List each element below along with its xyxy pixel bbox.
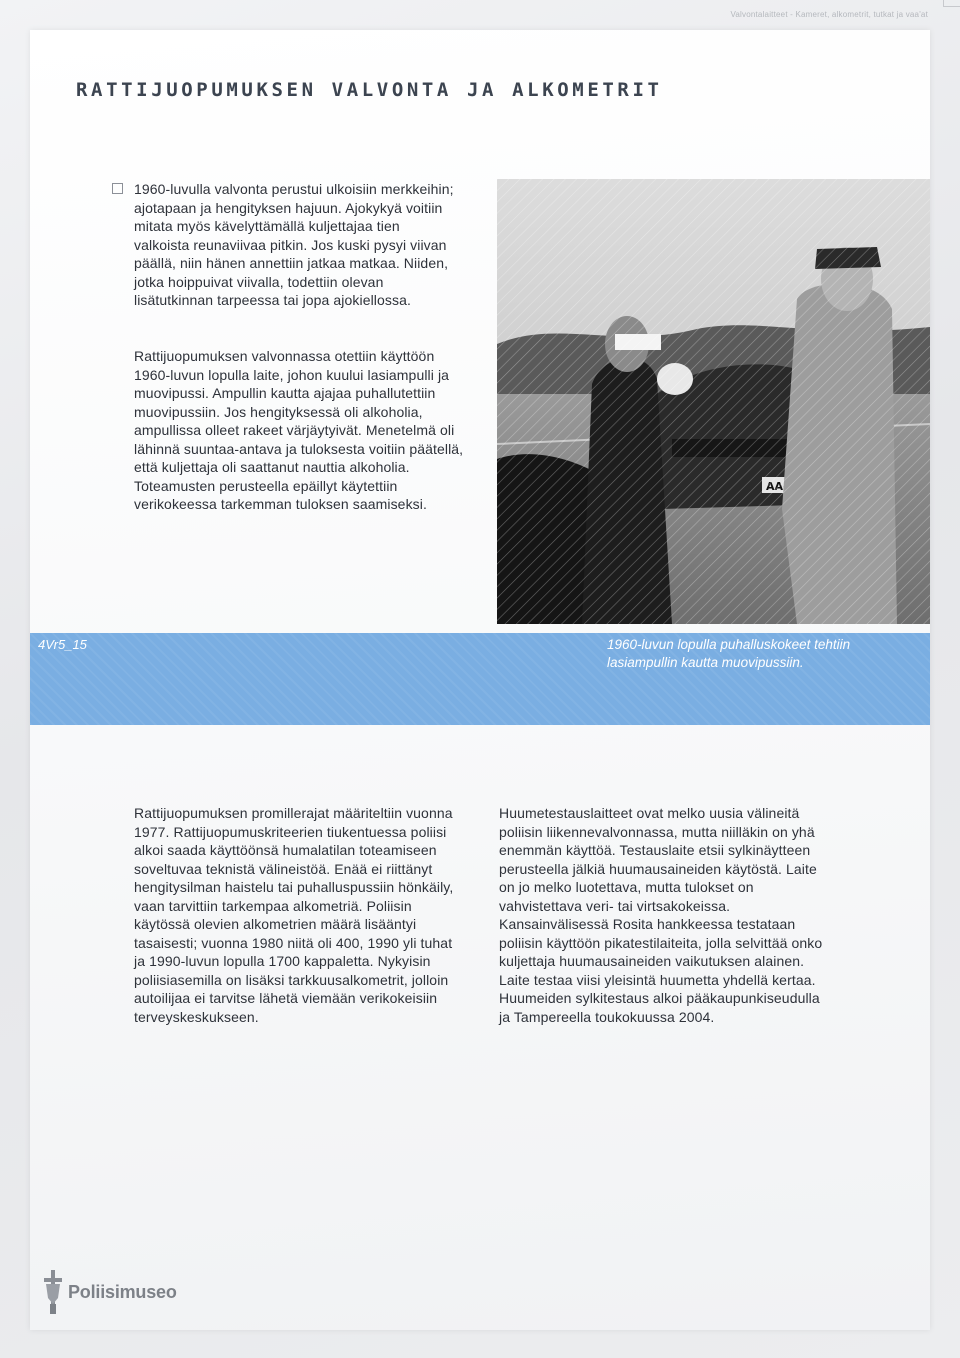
paragraph-huume: Huumetestauslaitteet ovat melko uusia välineitä poliisin liikennevalvonnassa, mutta niilläkin on yhä enemmän käyttöä. Testauslaite etsii sylkinäytteen perusteella jälkiä huumausaineiden käytöstä. Laite on jo melko luotettava, mutta tulokset on vahvistettava veri- tai virtsakokeissa. Kansainvälisessä Rosita hankkeessa testataan poliisin käyttöön pikatestilaiteita, jolla selvittää onko kuljettaja huumausaineiden vaikutuksen alainen. Laite testaa viisi yleisintä huumetta yhdellä kertaa. Huumeiden sylkitestaus alkoi pääkaupunkiseudulla ja Tampereella toukokuussa 2004. [499, 805, 823, 1025]
page-title: RATTIJUOPUMUKSEN VALVONTA JA ALKOMETRIT [76, 79, 663, 101]
corner-mark [943, 0, 960, 7]
logo-text: Poliisimuseo [68, 1281, 177, 1302]
photo-caption: 1960-luvun lopulla puhalluskokeet tehtiin lasiampullin kautta muovipussiin. [607, 637, 851, 670]
header-note: Valvontalaitteet - Kameret, alkometrit, tutkat ja vaa'at [730, 10, 928, 19]
sword-emblem-icon [40, 1268, 66, 1316]
paragraph-promille: Rattijuopumuksen promillerajat määriteltiin vuonna 1977. Rattijuopumuskriteerien tiukentuessa poliisi alkoi saada käyttöönsä humalatilan toteamiseen soveltuvaa teknistä välineistöä. Enää ei riittänyt hengitysilman haistelu tai puhalluspussiin hönkäily, vaan tarvittiin tarkempaa alkometriä. Poliisin käytössä olevien alkometrien määrä lisääntyi tasaisesti; vuonna 1980 niitä oli 400, 1990 yli tuhat ja 1990-luvun lopulla 1700 kappaletta. Nykyisin poliisiasemilla on lisäksi tarkkuusalkometrit, jolloin autoilijaa ei tarvitse lähetä viemään verikokeisiin terveyskeskukseen. [134, 805, 454, 1025]
paragraph-intro: 1960-luvulla valvonta perustui ulkoisiin merkkeihin; ajotapaan ja hengityksen hajuun. Ajokykyä voitiin mitata myös kävelyttämällä kuljettajaa tien valkoista reunaviivaa pitkin. Jos kuski pysyi viivan päällä, niin hänen annettiin jatkaa matkaa. Niiden, jotka hoippuivat viivalla, todettiin olevan lisätutkinnan tarpeessa tai jopa ajokiellossa. [134, 181, 454, 308]
paragraph-ampulli: Rattijuopumuksen valvonnassa otettiin käyttöön 1960-luvun lopulla laite, johon kuului lasiampulli ja muovipussi. Ampullin kautta ajajaa puhallutettiin muovipussiin. Jos hengityksessä oli alkoholia, ampullissa olleet rakeet värjäytyivät. Menetelmä oli lähinnä suuntaa-antava ja tuloksesta voitiin päätellä, että kuljettaja oli saattanut nauttia alkoholia. Toteamusten perusteella epäillyt käytettiin verikokeessa tarkemman tuloksen saamiseksi. [134, 348, 464, 512]
historical-photo [497, 179, 930, 624]
museum-logo [40, 1268, 177, 1316]
photo-overlay-pattern [497, 179, 930, 624]
bullet-box-icon [112, 183, 123, 194]
photo-code: 4Vr5_15 [38, 637, 87, 652]
